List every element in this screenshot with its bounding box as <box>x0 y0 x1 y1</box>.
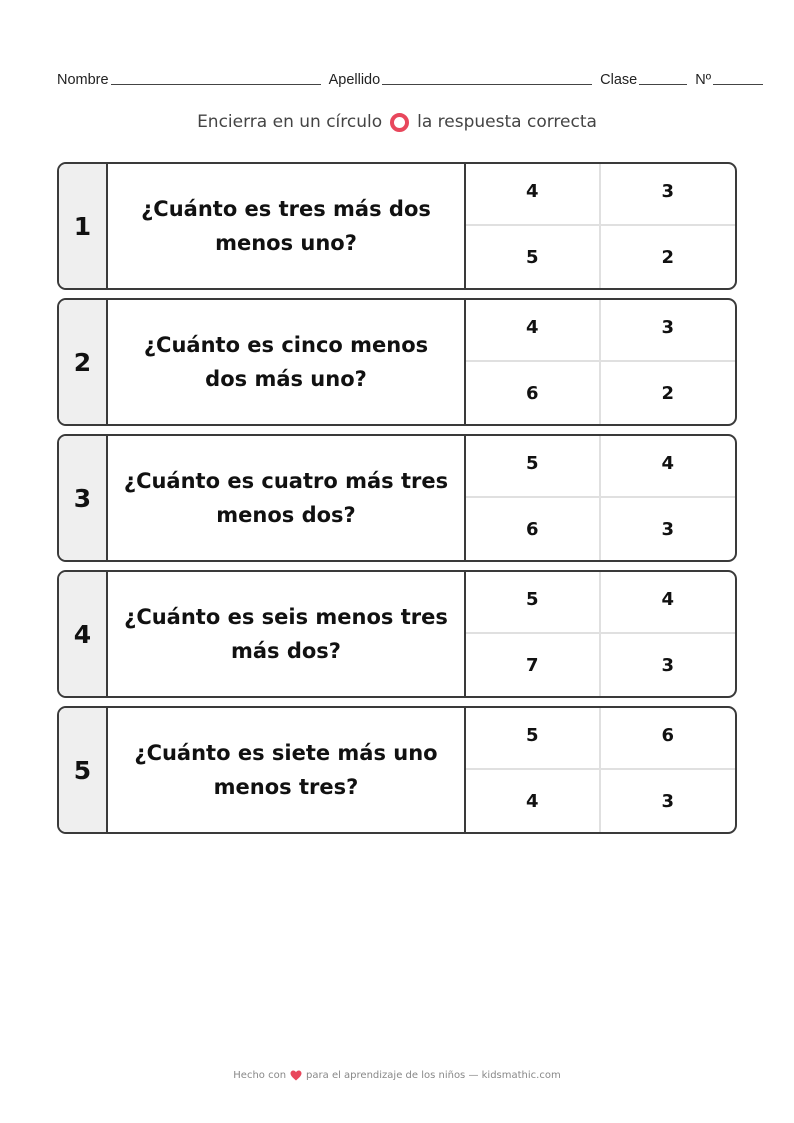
instruction <box>0 112 794 132</box>
answer-option[interactable]: 3 <box>661 790 675 812</box>
question-number: 4 <box>59 572 108 696</box>
answer-option[interactable]: 3 <box>601 164 736 226</box>
answer-option[interactable]: 4 <box>466 770 601 832</box>
question-card <box>57 298 737 426</box>
answer-option[interactable]: 7 <box>466 634 601 696</box>
instruction-text-after: la respuesta correcta <box>417 112 597 132</box>
footer-text-after: para el aprendizaje de los niños — kidsmathic.com <box>306 1070 561 1081</box>
question-number: 2 <box>59 300 108 424</box>
numero-field[interactable] <box>695 72 763 88</box>
instruction-text-before: Encierra en un círculo <box>197 112 383 132</box>
nombre-line[interactable] <box>111 84 321 85</box>
question-number: 5 <box>59 708 108 832</box>
question-text: ¿Cuánto es siete más uno menos tres? <box>108 708 466 832</box>
question-card <box>57 434 737 562</box>
footer-text-before: Hecho con <box>233 1070 287 1081</box>
nombre-field[interactable] <box>57 72 321 88</box>
answer-options <box>466 164 735 288</box>
answer-options <box>466 708 735 832</box>
answer-option[interactable]: 4 <box>601 572 736 634</box>
question-text: ¿Cuánto es cuatro más tres menos dos? <box>108 436 466 560</box>
answer-option[interactable]: 4 <box>601 436 736 498</box>
question-number: 1 <box>59 164 108 288</box>
apellido-line[interactable] <box>382 84 592 85</box>
question-card <box>57 706 737 834</box>
apellido-field[interactable] <box>329 72 593 88</box>
circle-icon <box>390 113 409 132</box>
clase-line[interactable] <box>639 84 687 85</box>
answer-option[interactable]: 6 <box>601 708 736 770</box>
question-card <box>57 570 737 698</box>
question-list <box>57 162 737 842</box>
answer-option[interactable]: 3 <box>661 654 675 676</box>
answer-option[interactable]: 4 <box>466 164 601 226</box>
question-text: ¿Cuánto es seis menos tres más dos? <box>108 572 466 696</box>
answer-option[interactable]: 5 <box>466 708 601 770</box>
answer-option[interactable]: 5 <box>466 572 601 634</box>
answer-option[interactable]: 3 <box>601 300 736 362</box>
answer-options <box>466 436 735 560</box>
answer-options <box>466 300 735 424</box>
answer-options <box>466 572 735 696</box>
apellido-label: Apellido <box>328 72 381 88</box>
nombre-label: Nombre <box>57 72 109 88</box>
answer-option[interactable]: 6 <box>466 362 601 424</box>
heart-icon <box>290 1070 302 1081</box>
answer-option[interactable]: 2 <box>661 382 675 404</box>
answer-option[interactable]: 3 <box>661 518 675 540</box>
clase-field[interactable] <box>600 72 687 88</box>
answer-option[interactable]: 5 <box>466 436 601 498</box>
numero-label: Nº <box>695 72 712 88</box>
question-number: 3 <box>59 436 108 560</box>
footer <box>0 1070 794 1081</box>
answer-option[interactable]: 4 <box>466 300 601 362</box>
student-info-header <box>57 68 777 88</box>
question-card <box>57 162 737 290</box>
question-text: ¿Cuánto es cinco menos dos más uno? <box>108 300 466 424</box>
numero-line[interactable] <box>713 84 763 85</box>
question-text: ¿Cuánto es tres más dos menos uno? <box>108 164 466 288</box>
answer-option[interactable]: 2 <box>661 246 675 268</box>
answer-option[interactable]: 5 <box>466 226 601 288</box>
clase-label: Clase <box>600 72 638 88</box>
answer-option[interactable]: 6 <box>466 498 601 560</box>
